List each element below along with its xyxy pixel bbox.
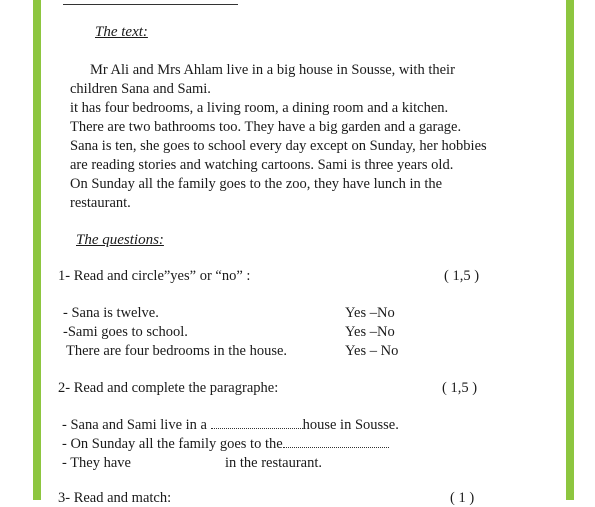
q3-marks: ( 1 ): [450, 490, 475, 506]
q2-marks: ( 1,5 ): [442, 380, 478, 396]
q1-item-1-answer: Yes –No: [345, 305, 395, 321]
q1-marks: ( 1,5 ): [444, 268, 480, 284]
worksheet-page: [41, 0, 566, 506]
q1-item-2: -Sami goes to school.: [63, 324, 188, 340]
passage-line-2: children Sana and Sami.: [70, 81, 211, 97]
right-green-border: [566, 0, 574, 500]
q2-line-2: [62, 436, 389, 453]
passage-line-6: are reading stories and watching cartoons. Sami is three years old.: [70, 157, 454, 173]
passage-line-1: Mr Ali and Mrs Ahlam live in a big house in Sousse, with their: [90, 62, 455, 78]
q2-line-1-start: - Sana and Sami live in a: [62, 417, 207, 433]
q2-title: 2- Read and complete the paragraphe:: [58, 380, 279, 396]
passage-line-8: restaurant.: [70, 195, 131, 211]
cut-off-header-line: [63, 0, 238, 5]
left-green-border: [33, 0, 41, 500]
q2-line-1: [62, 417, 399, 434]
q2-line-3-end: in the restaurant.: [224, 455, 323, 471]
q3-title: 3- Read and match:: [58, 490, 172, 506]
q2-blank-2[interactable]: [283, 437, 389, 448]
questions-heading: The questions:: [76, 232, 164, 248]
passage-line-5: Sana is ten, she goes to school every day except on Sunday, her hobbies: [70, 138, 487, 154]
passage-line-7: On Sunday all the family goes to the zoo, they have lunch in the: [70, 176, 443, 192]
text-heading: The text:: [95, 24, 148, 40]
passage-line-4: There are two bathrooms too. They have a big garden and a garage.: [70, 119, 462, 135]
q1-title: 1- Read and circle”yes” or “no” :: [58, 268, 251, 284]
passage-line-3: it has four bedrooms, a living room, a dining room and a kitchen.: [70, 100, 449, 116]
q1-item-2-answer: Yes –No: [345, 324, 395, 340]
q1-item-1: - Sana is twelve.: [63, 305, 159, 321]
q2-line-3: [62, 455, 322, 472]
q1-item-3-answer: Yes – No: [345, 343, 399, 359]
q2-line-2-start: - On Sunday all the family goes to the: [62, 436, 283, 452]
q2-line-1-end: house in Sousse.: [302, 417, 399, 433]
q2-blank-1[interactable]: [211, 418, 303, 429]
q1-item-3: There are four bedrooms in the house.: [66, 343, 288, 359]
q2-line-3-start: - They have: [62, 455, 131, 471]
